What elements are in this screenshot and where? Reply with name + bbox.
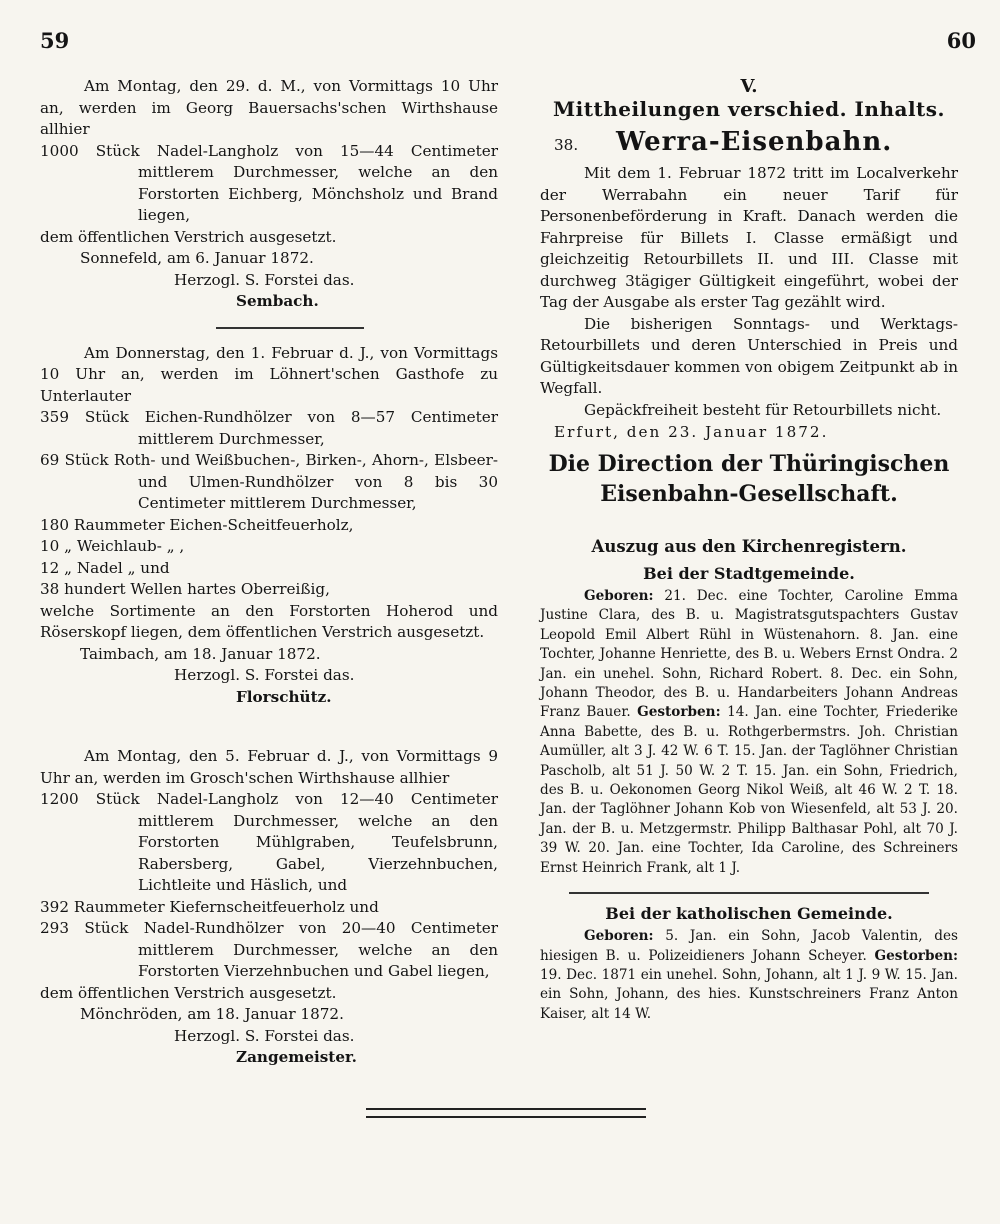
section-number: V. bbox=[740, 76, 758, 97]
deaths-label: Gestorben: bbox=[637, 704, 721, 721]
ad3-item: 392 Raummeter Kiefernscheitfeuerholz und bbox=[40, 897, 379, 916]
ad2-intro: Am Donnerstag, den 1. Februar d. J., von Vormittags 10 Uhr an, werden im Löhnert'schen Gasthofe zu Unterlauter bbox=[40, 343, 498, 405]
timber-auction-moenchroeden bbox=[40, 746, 498, 1069]
deaths-text: 19. Dec. 1871 ein unehel. Sohn, Johann, alt 1 J. 9 W. 15. Jan. ein Sohn, Johann, des hies. Kunstschreiners Franz Anton Kaiser, alt 14 W. bbox=[540, 966, 958, 1022]
item-heading bbox=[540, 127, 958, 157]
ad1-intro: Am Montag, den 29. d. M., von Vormittags 10 Uhr an, werden im Georg Bauersachs'schen Wirthshause allhier bbox=[40, 77, 498, 138]
ad1-place-date: Sonnefeld, am 6. Januar 1872. bbox=[80, 249, 314, 267]
ad3-place-date: Mönchröden, am 18. Januar 1872. bbox=[80, 1005, 344, 1023]
item-title: Werra-Eisenbahn. bbox=[616, 127, 893, 157]
ad3-signer: Zangemeister. bbox=[236, 1048, 357, 1066]
ad2-place-date: Taimbach, am 18. Januar 1872. bbox=[80, 644, 321, 663]
ad2-signer: Florschütz. bbox=[236, 687, 332, 706]
ad2-closing: welche Sortimente an den Forstorten Hoherod und Röserskopf liegen, dem öffentlichen Verstrich ausgesetzt. bbox=[40, 601, 498, 641]
ad3-item: 1200 Stück Nadel-Langholz von 12—40 Centimeter mittlerem Durchmesser, welche an den Forstorten Mühlgraben, Teufelsbrunn, Rabersberg, Gabel, Vierzehnbuchen, Lichtleite und Häslich, und bbox=[40, 790, 498, 894]
ad2-item: 180 Raummeter Eichen-Scheitfeuerholz, bbox=[40, 515, 354, 534]
ad3-intro: Am Montag, den 5. Februar d. J., von Vormittags 9 Uhr an, werden im Grosch'schen Wirthshause allhier bbox=[40, 747, 498, 787]
spacer bbox=[40, 708, 498, 746]
ad1-office: Herzogl. S. Forstei das. bbox=[174, 270, 355, 289]
left-page-number: 59 bbox=[40, 28, 70, 53]
left-column bbox=[40, 76, 498, 1069]
ad2-item: 69 Stück Roth- und Weißbuchen-, Birken-, Ahorn-, Elsbeer- und Ulmen-Rundhölzer von 8 bis 30 Centimeter mittlerem Durchmesser, bbox=[40, 451, 498, 512]
ad1-signer: Sembach. bbox=[236, 292, 319, 310]
ad2-item: 12 „ Nadel „ und bbox=[40, 558, 170, 577]
ad2-item: 359 Stück Eichen-Rundhölzer von 8—57 Centimeter mittlerem Durchmesser, bbox=[40, 408, 498, 448]
katholische-gemeinde-title: Bei der katholischen Gemeinde. bbox=[605, 904, 893, 924]
stadt-births bbox=[540, 587, 958, 878]
stadtgemeinde-title: Bei der Stadtgemeinde. bbox=[643, 564, 855, 583]
timber-auction-sonnefeld bbox=[40, 76, 498, 313]
ad1-item: 1000 Stück Nadel-Langholz von 15—44 Centimeter mittlerem Durchmesser, welche an den Forstorten Eichberg, Mönchsholz und Brand liegen, bbox=[40, 141, 498, 224]
railway-paragraph: Die bisherigen Sonntags- und Werktags-Retourbillets und deren Unterschied in Preis und Gültigkeitsdauer kommen von obigem Zeitpunkt ab in Wegfall. bbox=[540, 314, 958, 397]
ad2-item: 38 hundert Wellen hartes Oberreißig, bbox=[40, 580, 330, 598]
section-title: Mittheilungen verschied. Inhalts. bbox=[552, 97, 946, 121]
railway-date: Erfurt, den 23. Januar 1872. bbox=[554, 423, 829, 441]
ad3-office: Herzogl. S. Forstei das. bbox=[174, 1026, 355, 1045]
deaths-text: 14. Jan. eine Tochter, Friederike Anna Babette, des B. u. Rothgerbermstrs. Joh. Christian Aumüller, alt 3 J. 42 W. 6 T. 15. Jan. der Taglöhner Christian Pascholb, alt 51 J. 50 W. 2 T. 15. Jan. ein Sohn, Friedrich, des B. u. Oekonomen Georg Nikol Weiß, alt 46 W. 2 T. 18. Jan. der Taglöhner Johann Kob von Wiesenfeld, alt 53 J. 20. Jan. der B. u. Metzgermstr. Philipp Balthasar Pohl, alt 70 J. 39 W. 20. Jan. eine Tochter, Ida Caroline, des Schreiners Ernst Heinrich Frank, alt 1 J. bbox=[540, 704, 958, 876]
church-register-title: Auszug aus den Kirchenregistern. bbox=[591, 537, 907, 556]
ad3-closing: dem öffentlichen Verstrich ausgesetzt. bbox=[40, 983, 337, 1002]
right-page-number: 60 bbox=[946, 28, 976, 53]
direction-line: Die Direction der Thüringischen bbox=[548, 451, 950, 477]
direction-line: Eisenbahn-Gesellschaft. bbox=[600, 481, 898, 507]
births-label: Geboren: bbox=[584, 588, 654, 604]
timber-auction-taimbach bbox=[40, 343, 498, 709]
deaths-label: Gestorben: bbox=[874, 947, 959, 964]
births-text: 5. Jan. ein Sohn, Jacob Valentin, des hiesigen B. u. Polizeidieners Johann Scheyer. bbox=[540, 928, 958, 964]
ad2-item: 10 „ Weichlaub- „ , bbox=[40, 537, 185, 555]
divider bbox=[569, 892, 929, 894]
ad1-closing: dem öffentlichen Verstrich ausgesetzt. bbox=[40, 227, 337, 246]
item-number: 38. bbox=[554, 136, 579, 154]
births-label: Geboren: bbox=[584, 928, 654, 945]
ad2-office: Herzogl. S. Forstei das. bbox=[174, 666, 355, 684]
ad3-item: 293 Stück Nadel-Rundhölzer von 20—40 Centimeter mittlerem Durchmesser, welche an den Forstorten Vierzehnbuchen und Gabel liegen, bbox=[40, 919, 498, 980]
kath-entries bbox=[540, 927, 958, 1024]
page-end-rule bbox=[366, 1108, 646, 1118]
divider bbox=[216, 327, 364, 329]
railway-paragraph: Mit dem 1. Februar 1872 tritt im Localverkehr der Werrabahn ein neuer Tarif für Personenbeförderung in Kraft. Danach werden die Fahrpreise für Billets I. Classe ermäßigt und gleichzeitig Retourbillets II. und III. Classe mit durchweg 3tägiger Gültigkeit eingeführt, wobei der Tag der Ausgabe als erster Tag gezählt wird. bbox=[540, 164, 958, 311]
railway-paragraph: Gepäckfreiheit besteht für Retourbillets nicht. bbox=[584, 400, 942, 419]
births-text: 21. Dec. eine Tochter, Caroline Emma Justine Clara, des B. u. Magistratsgutspachters Gustav Leopold Emil Albert Rühl in Wüstenahorn. 8. Jan. eine Tochter, Johanne Henriette, des B. u. Webers Ernst Ondra. 2 Jan. ein unehel. Sohn, Richard Robert. 8. Dec. ein Sohn, Johann Theodor, des B. u. Handarbeiters Johann Andreas Franz Bauer. bbox=[540, 588, 958, 721]
right-column bbox=[540, 76, 958, 1024]
